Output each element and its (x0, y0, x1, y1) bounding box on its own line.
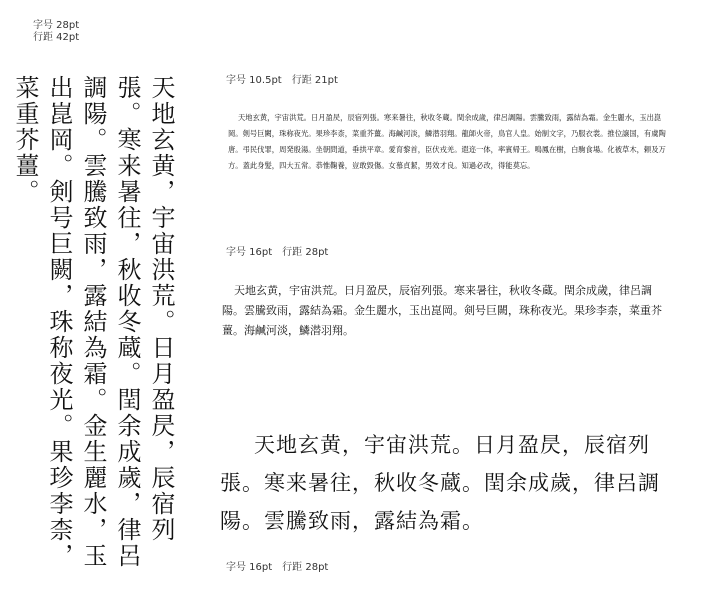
footer-label: 字号 16pt 行距 28pt (226, 562, 329, 573)
vertical-leading-label: 行距 42pt (33, 32, 80, 43)
mid-sample-label: 字号 16pt 行距 28pt (226, 247, 329, 258)
large-sample-paragraph: 天地玄黄，宇宙洪荒。日月盈昃，辰宿列張。寒来暑往，秋收冬蔵。閏余成歲，律呂調陽。雲騰致雨，露結為霜。 (220, 433, 660, 533)
small-sample-label: 字号 10.5pt 行距 21pt (226, 75, 338, 86)
small-sample-paragraph: 天地玄黄，宇宙洪荒。日月盈昃，辰宿列張。寒来暑往，秋收冬蔵。閏余成歲，律呂調陽。雲騰致雨，露結為霜。金生麗水，玉出崑岡。剣号巨闕，珠称夜光。果珍李柰，菜重芥薑。海鹹河淡，鱗潜羽翔。龍師火帝，鳥官人皇。始制文字，乃服衣裳。推位譲国，有虞陶唐。弔民伐罪，周発殷湯。坐朝問道，垂拱平章。愛育黎首，臣伏戎羌。遐迩一体，率賓帰王。鳴鳳在樹，白駒食場。化被草木，頼及万方。蓋此身髪，四大五常。恭惟鞠養，豈敢毀傷。女慕貞絜，男效才良。知過必改，得能莫忘。 (228, 113, 666, 170)
vertical-text-block: 天地玄黄，宇宙洪荒。日月盈昃，辰宿列張。寒来暑往，秋收冬蔵。閏余成歲，律呂調陽。雲騰致雨，露結為霜。金生麗水，玉出崑岡。剣号巨闕，珠称夜光。果珍李柰，菜重芥薑。 (11, 75, 175, 569)
vertical-size-label: 字号 28pt (33, 20, 80, 31)
mid-sample-paragraph: 天地玄黄，宇宙洪荒。日月盈昃，辰宿列張。寒来暑往，秋收冬蔵。閏余成歲，律呂調陽。雲騰致雨，露結為霜。金生麗水，玉出崑岡。剣号巨闕，珠称夜光。果珍李柰，菜重芥薑。海鹹河淡，鱗潜羽翔。 (222, 284, 662, 337)
